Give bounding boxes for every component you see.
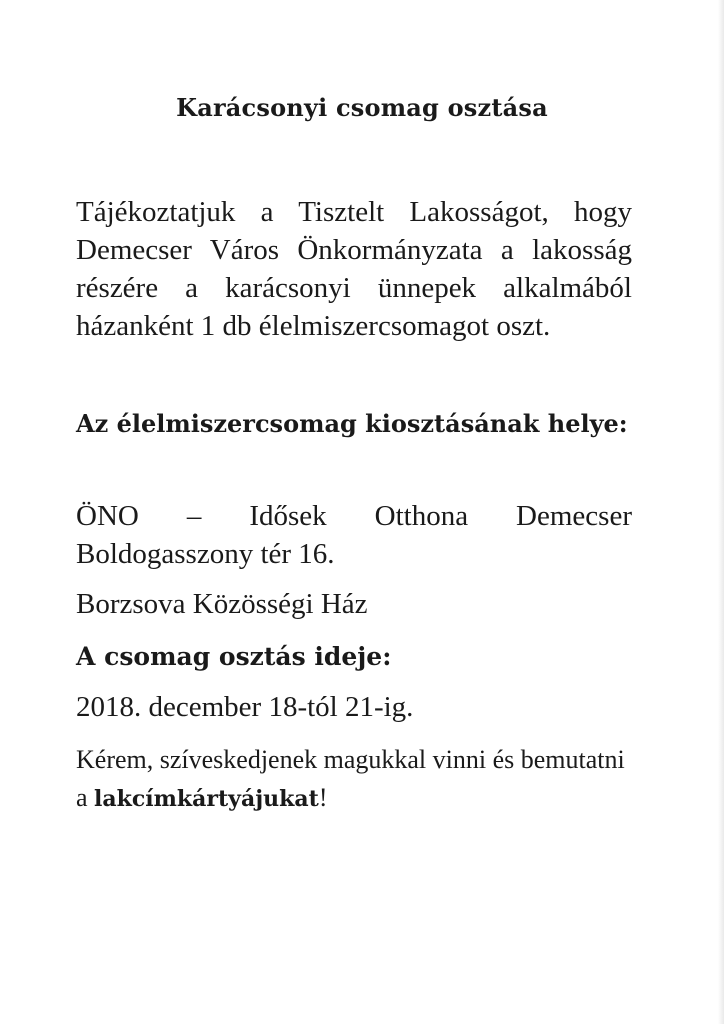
time-heading: A csomag osztás ideje: <box>76 642 392 671</box>
closing-end: ! <box>318 783 328 812</box>
location-heading: Az élelmiszercsomag kiosztásának helye: <box>76 409 628 438</box>
closing-text: Kérem, szíveskedjenek magukkal vinni és bemutatni a <box>76 745 625 812</box>
intro-paragraph: Tájékoztatjuk a Tisztelt Lakosságot, hogy Demecser Város Önkormányzata a lakosság részére a karácsonyi ünnepek alkalmából házanként 1 db élelmiszercsomagot oszt. <box>76 196 632 342</box>
scan-edge <box>718 0 724 1024</box>
document-title: Karácsonyi csomag osztása <box>176 93 548 122</box>
closing-bold: lakcímkártyájukat <box>94 786 319 812</box>
location-1: ÖNO – Idősek Otthona Demecser Boldogasszony tér 16. <box>76 500 632 570</box>
time-value: 2018. december 18-tól 21-ig. <box>76 691 414 723</box>
closing-paragraph <box>76 741 632 818</box>
location-2: Borzsova Közösségi Ház <box>76 588 368 620</box>
